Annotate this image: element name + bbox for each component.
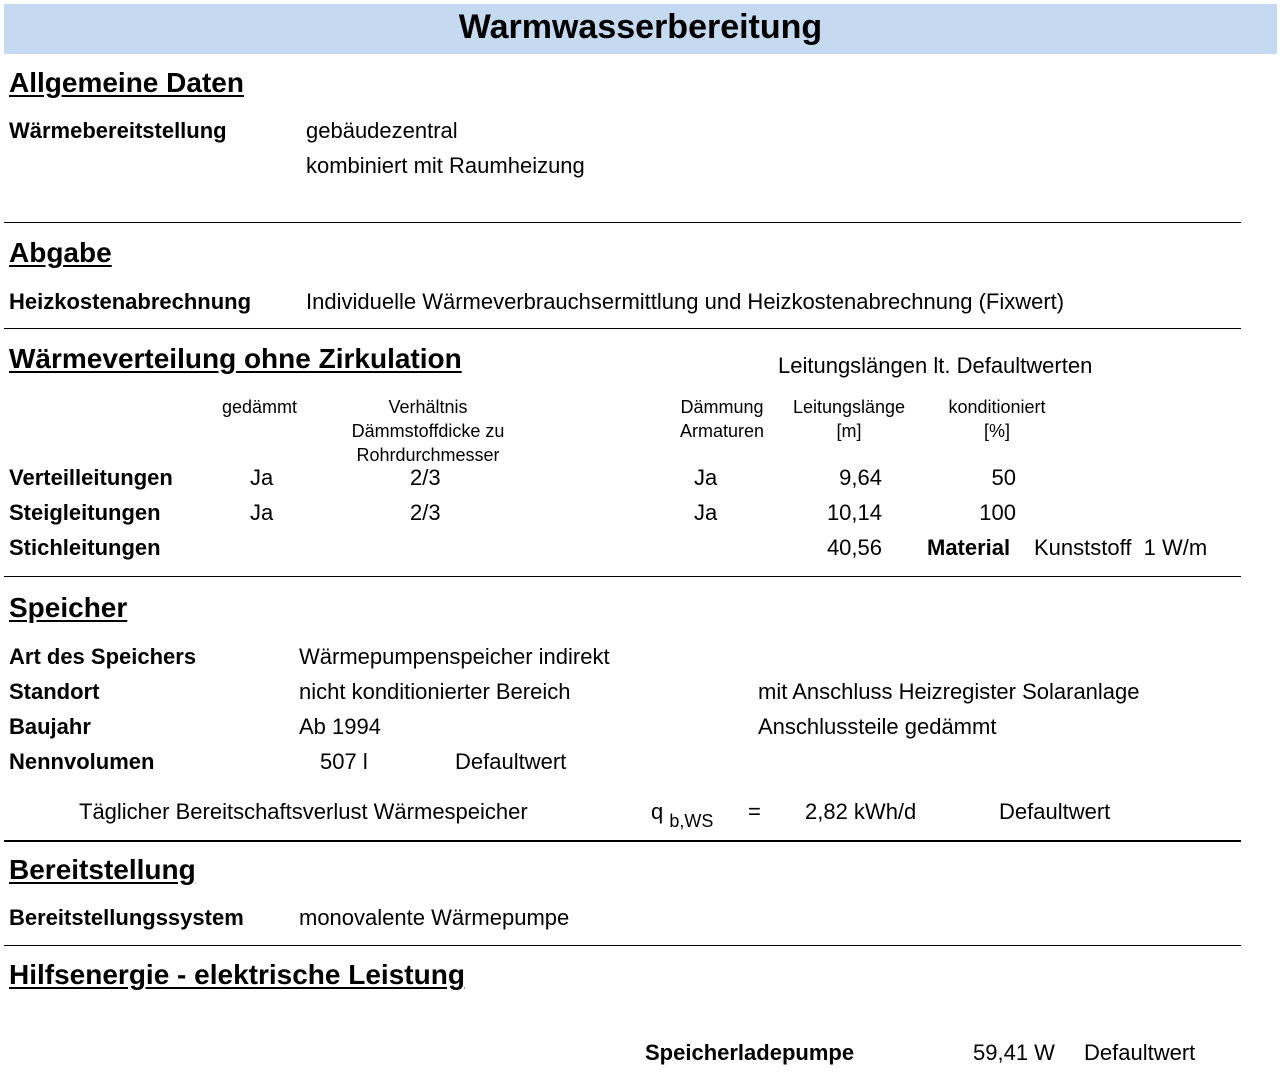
cell-konditioniert: 100 — [979, 500, 1016, 525]
bereitstellungssystem-label: Bereitstellungssystem — [9, 905, 244, 930]
standort-extra: mit Anschluss Heizregister Solaranlage — [758, 679, 1140, 704]
col-header-leitungslaenge: Leitungslänge [m] — [792, 397, 906, 441]
cell-gedaemmt: Ja — [250, 500, 274, 525]
waermebereitstellung-value-2: kombiniert mit Raumheizung — [306, 153, 585, 178]
bereitstellungssystem-value: monovalente Wärmepumpe — [299, 905, 570, 930]
standort-value: nicht konditionierter Bereich — [299, 679, 571, 704]
waermebereitstellung-value-1: gebäudezentral — [306, 118, 458, 143]
verlust-equals: = — [748, 799, 761, 824]
section-heading-verteilung: Wärmeverteilung ohne Zirkulation — [9, 343, 462, 374]
divider — [4, 576, 1241, 577]
leitungslaengen-note: Leitungslängen lt. Defaultwerten — [778, 353, 1093, 378]
row-label-stichleitungen: Stichleitungen — [9, 535, 161, 560]
page-title: Warmwasserbereitung — [458, 8, 823, 46]
material-value: Kunststoff 1 W/m — [1034, 535, 1208, 560]
section-heading-speicher: Speicher — [9, 592, 128, 623]
nennvolumen-extra: Defaultwert — [455, 749, 567, 774]
cell-verhaeltnis: 2/3 — [410, 465, 441, 490]
title-bar — [4, 4, 1277, 54]
verlust-label: Täglicher Bereitschaftsverlust Wärmespeicher — [79, 799, 528, 824]
nennvolumen-value: 507 l — [320, 749, 368, 774]
art-speicher-label: Art des Speichers — [9, 644, 197, 669]
divider — [4, 945, 1241, 946]
speicherladepumpe-extra: Defaultwert — [1084, 1040, 1196, 1065]
speicherladepumpe-value: 59,41 W — [973, 1040, 1055, 1065]
section-heading-abgabe: Abgabe — [9, 237, 112, 268]
baujahr-label: Baujahr — [9, 714, 91, 739]
cell-verhaeltnis: 2/3 — [410, 500, 441, 525]
row-label-verteilleitungen: Verteilleitungen — [9, 465, 173, 490]
cell-gedaemmt: Ja — [250, 465, 274, 490]
baujahr-extra: Anschlussteile gedämmt — [758, 714, 997, 739]
material-label: Material — [927, 535, 1011, 560]
divider — [4, 328, 1241, 329]
cell-laenge: 40,56 — [826, 535, 882, 560]
cell-laenge: 9,64 — [839, 465, 882, 490]
standort-label: Standort — [9, 679, 100, 704]
col-header-daemmung: Dämmung Armaturen — [679, 397, 765, 441]
cell-laenge: 10,14 — [826, 500, 882, 525]
verlust-symbol: q $_{b,WS}$ — [651, 799, 714, 831]
col-header-konditioniert: konditioniert [%] — [948, 397, 1046, 441]
heizkostenabrechnung-value: Individuelle Wärmeverbrauchsermittlung und Heizkostenabrechnung (Fixwert) — [306, 289, 1065, 314]
verlust-extra: Defaultwert — [999, 799, 1111, 824]
col-header-gedaemmt: gedämmt — [222, 397, 298, 417]
cell-daemmung: Ja — [694, 465, 718, 490]
section-heading-bereitstellung: Bereitstellung — [9, 854, 196, 885]
divider — [4, 222, 1241, 223]
baujahr-value: Ab 1994 — [299, 714, 381, 739]
waermebereitstellung-label: Wärmebereitstellung — [9, 118, 227, 143]
section-heading-hilfsenergie: Hilfsenergie - elektrische Leistung — [9, 959, 465, 990]
section-heading-allgemein: Allgemeine Daten — [9, 67, 244, 98]
divider — [4, 840, 1241, 842]
row-label-steigleitungen: Steigleitungen — [9, 500, 161, 525]
verlust-value: 2,82 kWh/d — [805, 799, 917, 824]
cell-daemmung: Ja — [694, 500, 718, 525]
nennvolumen-label: Nennvolumen — [9, 749, 155, 774]
speicherladepumpe-label: Speicherladepumpe — [645, 1040, 855, 1065]
art-speicher-value: Wärmepumpenspeicher indirekt — [299, 644, 610, 669]
heizkostenabrechnung-label: Heizkostenabrechnung — [9, 289, 252, 314]
cell-konditioniert: 50 — [991, 465, 1016, 490]
col-header-verhaeltnis: Verhältnis Dämmstoffdicke zu Rohrdurchmesser — [351, 397, 505, 465]
